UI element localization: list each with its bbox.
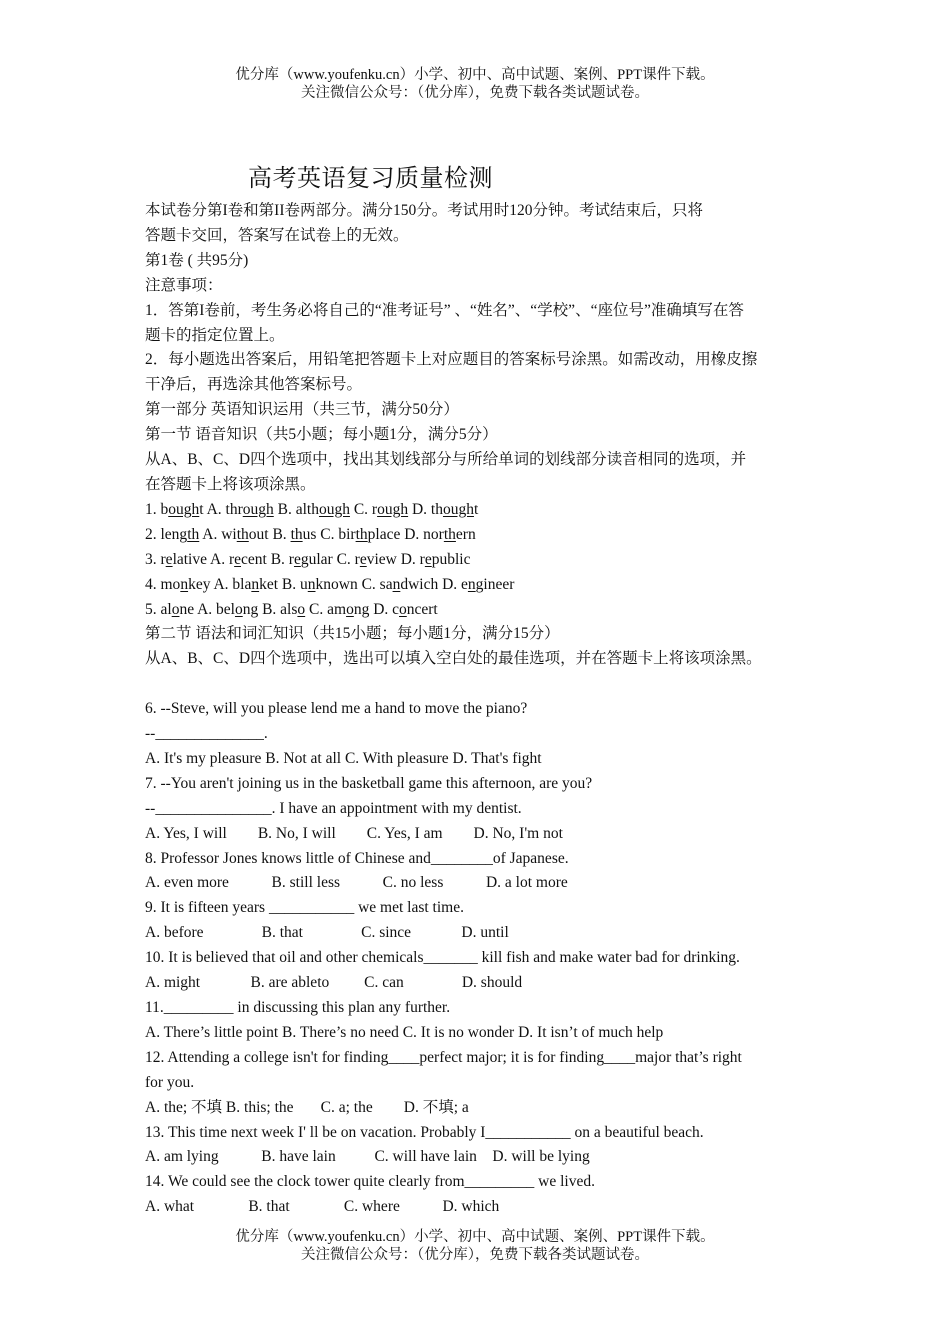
phonetics-text: 4. mo — [145, 575, 181, 593]
page-title: 高考英语复习质量检测 — [248, 166, 493, 192]
phonetics-text: C. r — [349, 500, 378, 518]
header-line-2: 关注微信公众号：（优分库），免费下载各类试题试卷。 — [301, 85, 649, 101]
phonetics-text: public — [431, 550, 471, 568]
question-line: 14. We could see the clock tower quite clearly from_________ we lived. — [145, 1173, 595, 1191]
question-line: 12. Attending a college isn't for finding____perfect major; it is for finding____major that’s right — [145, 1048, 742, 1066]
underlined-letters: n — [307, 575, 316, 593]
phonetics-text: us C. bir — [302, 525, 356, 543]
page-footer — [0, 1228, 950, 1264]
question-line: A. It's my pleasure B. Not at all C. With pleasure D. That's fight — [145, 749, 542, 767]
underlined-letters: e — [234, 550, 242, 568]
note-line: 2．每小题选出答案后，用铅笔把答题卡上对应题目的答案标号涂黑。如需改动，用橡皮擦 — [145, 351, 758, 369]
phonetics-item — [145, 498, 825, 523]
footer-line-1: 优分库（www.youfenku.cn）小学、初中、高中试题、案例、PPT课件下载。 — [235, 1229, 715, 1245]
phonetics-text: 5. al — [145, 600, 172, 618]
volume-heading: 第1卷 ( 共95分) — [145, 251, 249, 269]
phonetics-item — [145, 523, 825, 548]
phonetics-text: 2. leng — [145, 525, 188, 543]
phonetics-text: A. wi — [199, 525, 237, 543]
underlined-letters: e — [424, 550, 432, 568]
part-heading: 第一部分 英语知识运用（共三节，满分50分） — [145, 401, 459, 419]
note-line: 1．答第I卷前，考生务必将自己的“准考证号” 、“姓名”、“学校”、“座位号”准确填写在答 — [145, 301, 744, 319]
underlined-letters: th — [443, 525, 456, 543]
section-instruction: 从A、B、C、D四个选项中，找出其划线部分与所给单词的划线部分读音相同的选项，并 — [145, 451, 747, 469]
note-line: 干净后，再选涂其他答案标号。 — [145, 376, 363, 394]
underlined-letters: e — [293, 550, 301, 568]
section-heading: 第一节 语音知识（共5小题；每小题1分，满分5分） — [145, 426, 498, 444]
question-line: A. am lying B. have lain C. will have lain D. will be lying — [145, 1148, 590, 1166]
phonetics-item — [145, 573, 825, 598]
intro-line: 答题卡交回，答案写在试卷上的无效。 — [145, 226, 409, 244]
phonetics-text: t A. thr — [199, 500, 243, 518]
phonetics-text: 1. b — [145, 500, 169, 518]
question-list — [145, 697, 825, 1046]
underlined-letters: th — [355, 525, 368, 543]
phonetics-text: ng B. als — [242, 600, 298, 618]
question-options: A. the; 不填 B. this; the C. a; the D. 不填; a — [145, 1098, 469, 1116]
phonetics-item — [145, 548, 825, 573]
underlined-letters: th — [290, 525, 303, 543]
phonetics-list — [145, 498, 825, 623]
phonetics-text: cent B. r — [241, 550, 294, 568]
underlined-letters: o — [297, 600, 306, 618]
underlined-letters: e — [165, 550, 173, 568]
section-instruction: 从A、B、C、D四个选项中，选出可以填入空白处的最佳选项，并在答题卡上将该项涂黑。 — [145, 650, 762, 668]
underlined-letters: o — [399, 600, 407, 618]
section-heading: 第二节 语法和词汇知识（共15小题；每小题1分，满分15分） — [145, 625, 560, 643]
question-line: --_______________. I have an appointment with my dentist. — [145, 799, 522, 817]
underlined-letters: th — [236, 525, 249, 543]
question-line: 10. It is believed that oil and other chemicals_______ kill fish and make water bad for drinking. — [145, 949, 740, 967]
underlined-letters: n — [467, 575, 476, 593]
underlined-letters: n — [180, 575, 189, 593]
phonetics-text: ket B. u — [259, 575, 308, 593]
phonetics-text: 3. r — [145, 550, 166, 568]
phonetics-text: ne A. bel — [179, 600, 235, 618]
header-line-1: 优分库（www.youfenku.cn）小学、初中、高中试题、案例、PPT课件下载。 — [235, 67, 715, 83]
exam-body — [145, 199, 825, 1220]
question-line: 6. --Steve, will you please lend me a hand to move the piano? — [145, 700, 528, 718]
phonetics-text: ern — [455, 525, 476, 543]
underlined-letters: ough — [168, 500, 200, 518]
phonetics-text: B. alth — [273, 500, 319, 518]
question-line: 9. It is fifteen years ___________ we met last time. — [145, 899, 464, 917]
phonetics-text: dwich D. e — [400, 575, 468, 593]
phonetics-text: key A. bla — [188, 575, 252, 593]
underlined-letters: ough — [442, 500, 474, 518]
phonetics-text: gular C. r — [300, 550, 360, 568]
underlined-letters: n — [251, 575, 260, 593]
question-line: A. might B. are ableto C. can D. should — [145, 974, 523, 992]
question-line: 13. This time next week I' ll be on vacation. Probably I___________ on a beautiful beach. — [145, 1123, 704, 1141]
underlined-letters: o — [346, 600, 354, 618]
phonetics-text: ncert — [406, 600, 438, 618]
phonetics-text: place D. nor — [367, 525, 444, 543]
phonetics-text: ng D. c — [353, 600, 400, 618]
phonetics-text: C. am — [305, 600, 347, 618]
underlined-letters: th — [187, 525, 200, 543]
question-line: 8. Professor Jones knows little of Chinese and________of Japanese. — [145, 849, 569, 867]
phonetics-text: D. th — [408, 500, 443, 518]
blank-line — [145, 672, 825, 697]
underlined-letters: o — [234, 600, 243, 618]
underlined-letters: e — [359, 550, 367, 568]
phonetics-item — [145, 598, 825, 623]
question-line: 7. --You aren't joining us in the basketball game this afternoon, are you? — [145, 774, 593, 792]
phonetics-text: out B. — [248, 525, 291, 543]
phonetics-text: gineer — [475, 575, 515, 593]
question-list — [145, 1121, 825, 1221]
notes-heading: 注意事项： — [145, 276, 223, 294]
section-instruction: 在答题卡上将该项涂黑。 — [145, 475, 316, 493]
question-line: for you. — [145, 1073, 195, 1091]
question-line: A. even more B. still less C. no less D. a lot more — [145, 874, 568, 892]
underlined-letters: ough — [377, 500, 409, 518]
question-line: A. There’s little point B. There’s no need C. It is no wonder D. It isn’t of much help — [145, 1023, 664, 1041]
question-line: 11._________ in discussing this plan any further. — [145, 998, 451, 1016]
note-line: 题卡的指定位置上。 — [145, 326, 285, 344]
question-line: A. what B. that C. where D. which — [145, 1198, 500, 1216]
underlined-letters: o — [171, 600, 180, 618]
phonetics-text: lative A. r — [172, 550, 235, 568]
phonetics-text: t — [473, 500, 479, 518]
phonetics-text: view D. r — [366, 550, 425, 568]
page-header — [0, 66, 950, 102]
question-line: A. before B. that C. since D. until — [145, 924, 509, 942]
question-line: --______________. — [145, 725, 268, 743]
footer-line-2: 关注微信公众号：（优分库），免费下载各类试题试卷。 — [301, 1247, 649, 1263]
question-line: A. Yes, I will B. No, I will C. Yes, I am D. No, I'm not — [145, 824, 563, 842]
underlined-letters: n — [392, 575, 401, 593]
phonetics-text: known C. sa — [315, 575, 393, 593]
intro-line: 本试卷分第I卷和第II卷两部分。满分150分。考试用时120分钟。考试结束后，只将 — [145, 202, 703, 219]
underlined-letters: ough — [242, 500, 274, 518]
underlined-letters: ough — [318, 500, 350, 518]
